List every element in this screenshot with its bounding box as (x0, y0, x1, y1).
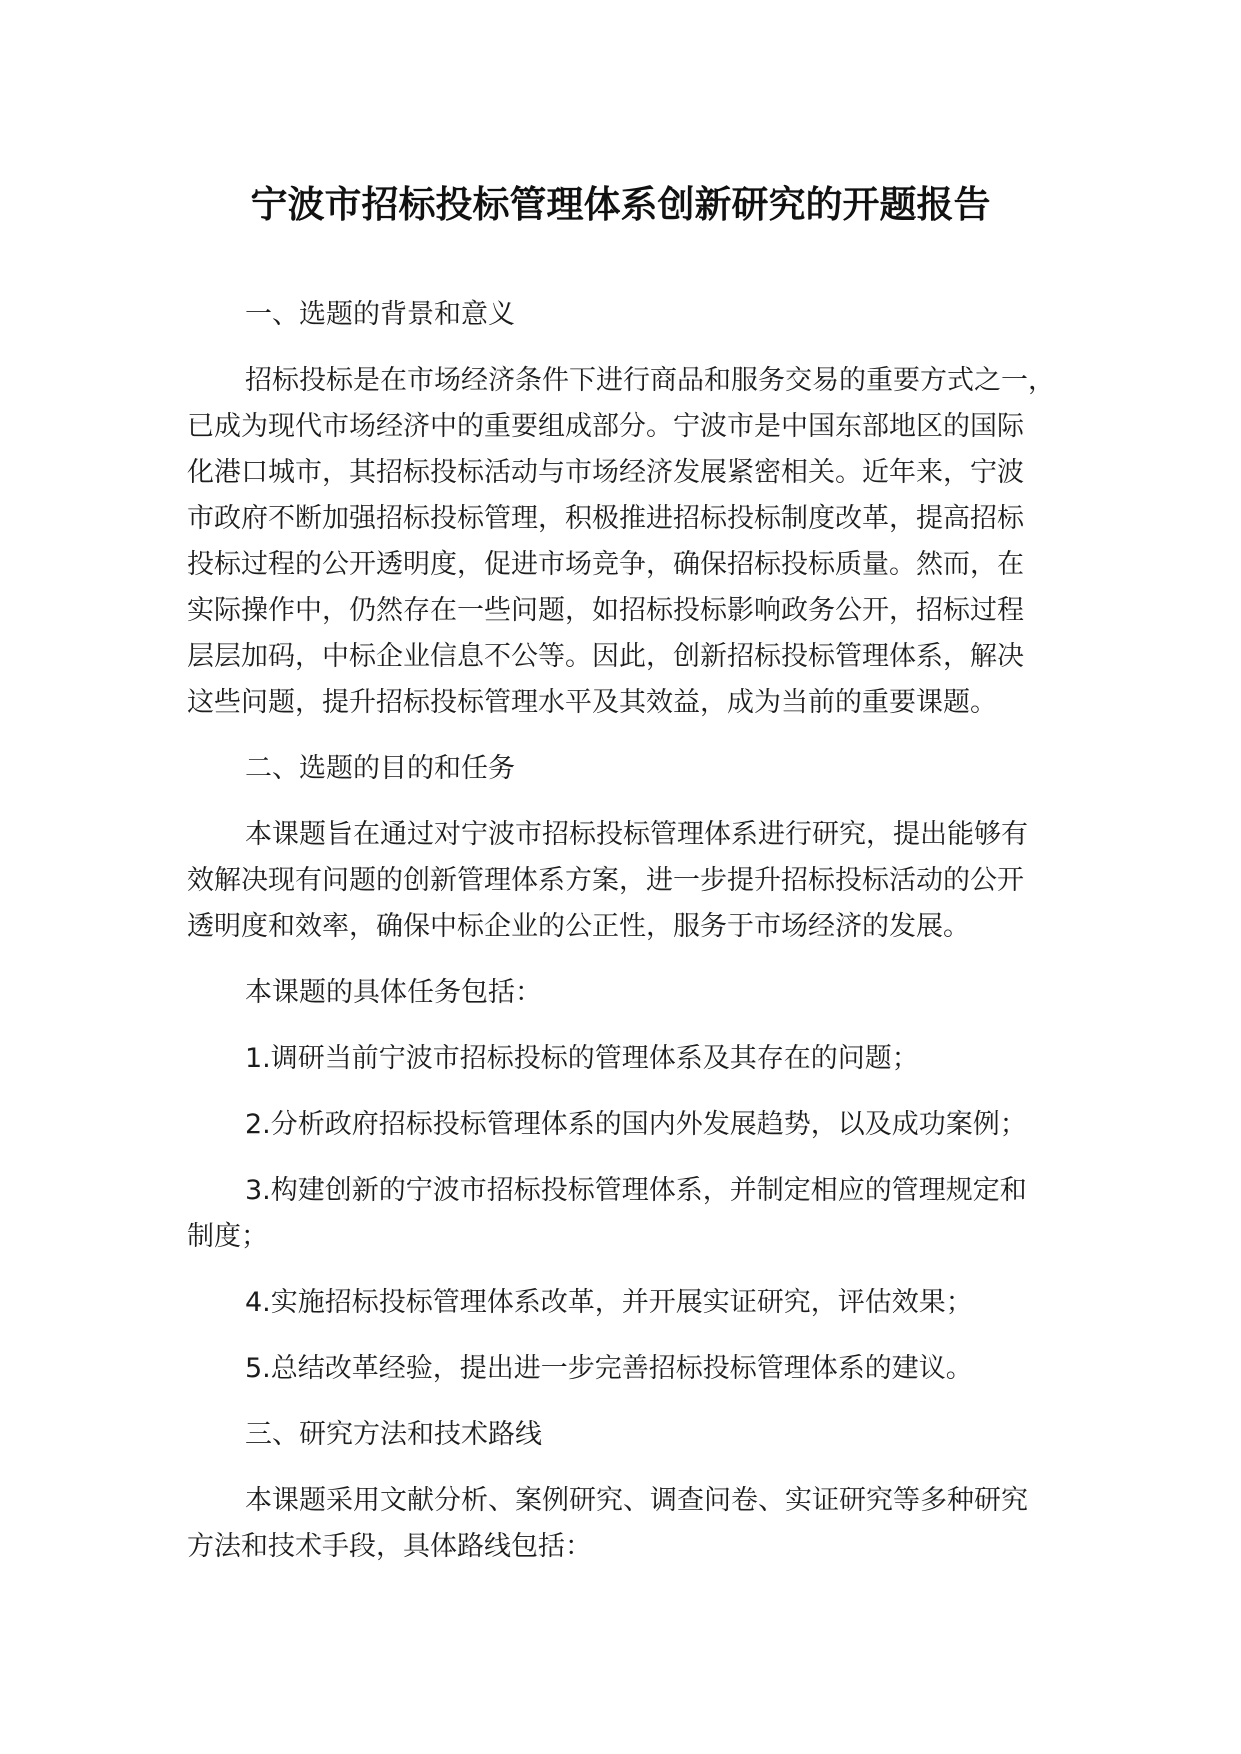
task-line: 3.构建创新的宁波市招标投标管理体系，并制定相应的管理规定和 (245, 1175, 1027, 1206)
section-heading-text: 一、选题的背景和意义 (245, 299, 515, 330)
section-heading (187, 292, 1054, 338)
paragraph-line: 实际操作中，仍然存在一些问题，如招标投标影响政务公开，招标过程 (187, 595, 1024, 626)
task-list-item (187, 1102, 1054, 1148)
task-list-item (187, 1280, 1054, 1326)
task-list-item (187, 1346, 1054, 1392)
body-paragraph (187, 970, 1054, 1016)
task-list-item (187, 1036, 1054, 1082)
document-title: 宁波市招标投标管理体系创新研究的开题报告 (250, 183, 991, 226)
body-paragraph (187, 358, 1054, 726)
task-list-item (187, 1168, 1054, 1260)
paragraph-line: 本课题旨在通过对宁波市招标投标管理体系进行研究，提出能够有 (245, 819, 1028, 850)
section-heading-text: 三、研究方法和技术路线 (245, 1419, 542, 1450)
body-paragraph (187, 1478, 1054, 1570)
paragraph-line: 本课题采用文献分析、案例研究、调查问卷、实证研究等多种研究 (245, 1485, 1028, 1516)
task-line: 1.调研当前宁波市招标投标的管理体系及其存在的问题； (245, 1043, 919, 1074)
paragraph-line: 这些问题，提升招标投标管理水平及其效益，成为当前的重要课题。 (187, 687, 997, 718)
paragraph-line: 层层加码，中标企业信息不公等。因此，创新招标投标管理体系，解决 (187, 641, 1024, 672)
paragraph-line: 投标过程的公开透明度，促进市场竞争，确保招标投标质量。然而，在 (187, 549, 1024, 580)
paragraph-line: 透明度和效率，确保中标企业的公正性，服务于市场经济的发展。 (187, 911, 970, 942)
paragraph-line: 方法和技术手段，具体路线包括： (187, 1531, 592, 1562)
document-body (187, 180, 1054, 1590)
section-heading (187, 1412, 1054, 1458)
paragraph-line: 已成为现代市场经济中的重要组成部分。宁波市是中国东部地区的国际 (187, 411, 1024, 442)
paragraph-line: 本课题的具体任务包括： (245, 977, 542, 1008)
task-line: 5.总结改革经验，提出进一步完善招标投标管理体系的建议。 (245, 1353, 973, 1384)
section-heading (187, 746, 1054, 792)
paragraph-line: 市政府不断加强招标投标管理，积极推进招标投标制度改革，提高招标 (187, 503, 1024, 534)
section-heading-text: 二、选题的目的和任务 (245, 753, 515, 784)
paragraph-line: 招标投标是在市场经济条件下进行商品和服务交易的重要方式之一， (245, 365, 1055, 396)
task-line: 制度； (187, 1221, 268, 1252)
task-line: 2.分析政府招标投标管理体系的国内外发展趋势，以及成功案例； (245, 1109, 1027, 1140)
task-line: 4.实施招标投标管理体系改革，并开展实证研究，评估效果； (245, 1287, 973, 1318)
paragraph-line: 效解决现有问题的创新管理体系方案，进一步提升招标投标活动的公开 (187, 865, 1024, 896)
body-paragraph (187, 812, 1054, 950)
paragraph-line: 化港口城市，其招标投标活动与市场经济发展紧密相关。近年来，宁波 (187, 457, 1024, 488)
